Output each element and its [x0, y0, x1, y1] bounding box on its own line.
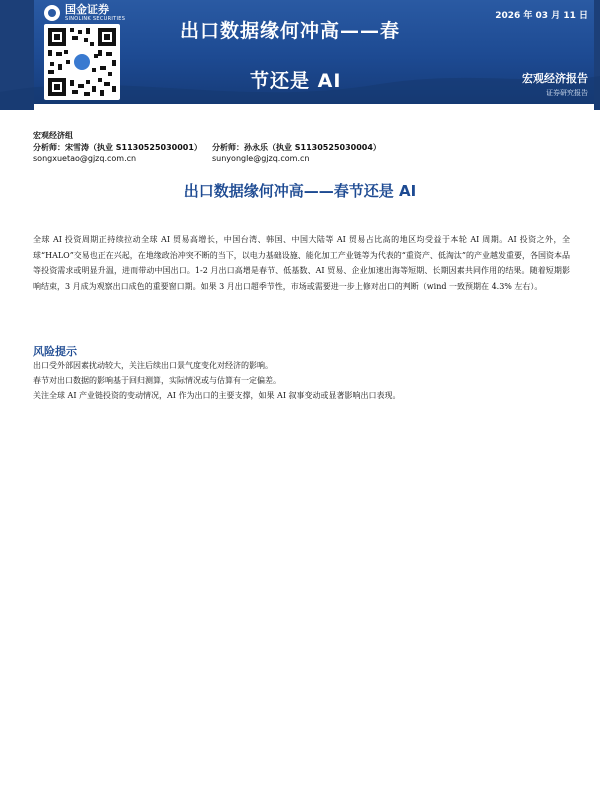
report-header: [0, 0, 600, 110]
risk-item: 春节对出口数据的影响基于回归测算，实际情况或与估算有一定偏差。: [33, 376, 281, 385]
qr-code-icon: [44, 24, 120, 100]
logo-cn: 国金证券: [65, 3, 109, 16]
risk-item: 关注全球 AI 产业链投资的变动情况，AI 作为出口的主要支撑，如果 AI 叙事变动或显著影响出口表现。: [33, 391, 401, 400]
risk-list: [33, 358, 570, 403]
analyst-group: 宏观经济组: [33, 131, 73, 140]
logo-mark-icon: [44, 5, 60, 21]
company-logo: [44, 4, 125, 22]
analyst-1-email[interactable]: songxuetao@gjzq.com.cn: [33, 154, 137, 163]
analyst-2-email[interactable]: sunyongle@gjzq.com.cn: [212, 154, 310, 163]
risk-item: 出口受外部因素扰动较大，关注后续出口景气度变化对经济的影响。: [33, 361, 273, 370]
analyst-1: 分析师：宋雪涛（执业 S1130525030001）: [33, 143, 202, 152]
header-title-line1: 出口数据缘何冲高——春: [180, 20, 401, 42]
report-category: 宏观经济报告: [522, 72, 588, 85]
report-title: 出口数据缘何冲高——春节还是 AI: [183, 182, 417, 200]
header-title-line2: 节还是 AI: [250, 70, 342, 92]
summary-paragraph: 全球 AI 投资周期正持续拉动全球 AI 贸易高增长，中国台湾、韩国、中国大陆等 AI 贸易占比高的地区均受益于本轮 AI 周期。AI 投资之外，全球“HALO”交易也正在兴起，在地缘政治冲突不断的当下，以电力基础设施、能化加工产业链等为代表的“重资产、低淘汰”的产业越发重要，各国资本品等投资需求或明显升温，进而带动中国出口。1-2 月出口高增是春节、低基数、AI 贸易、企业加速出海等短期、长期因素共同作用的结果。随着短期影响结束，3 月成为观察出口成色的重要窗口期。如果 3 月出口超季节性，市场或需要进一步上修对出口的判断（wind 一致预期在 4.3% 左右）。: [33, 235, 570, 291]
analyst-2: 分析师：孙永乐（执业 S1130525030004）: [212, 143, 381, 152]
risk-section-title: 风险提示: [33, 345, 77, 358]
qr-center-logo-icon: [72, 52, 92, 72]
logo-en: SINOLINK SECURITIES: [65, 16, 126, 22]
report-date: 2026 年 03 月 11 日: [495, 11, 588, 21]
report-subcategory: 证券研究报告: [546, 89, 588, 97]
